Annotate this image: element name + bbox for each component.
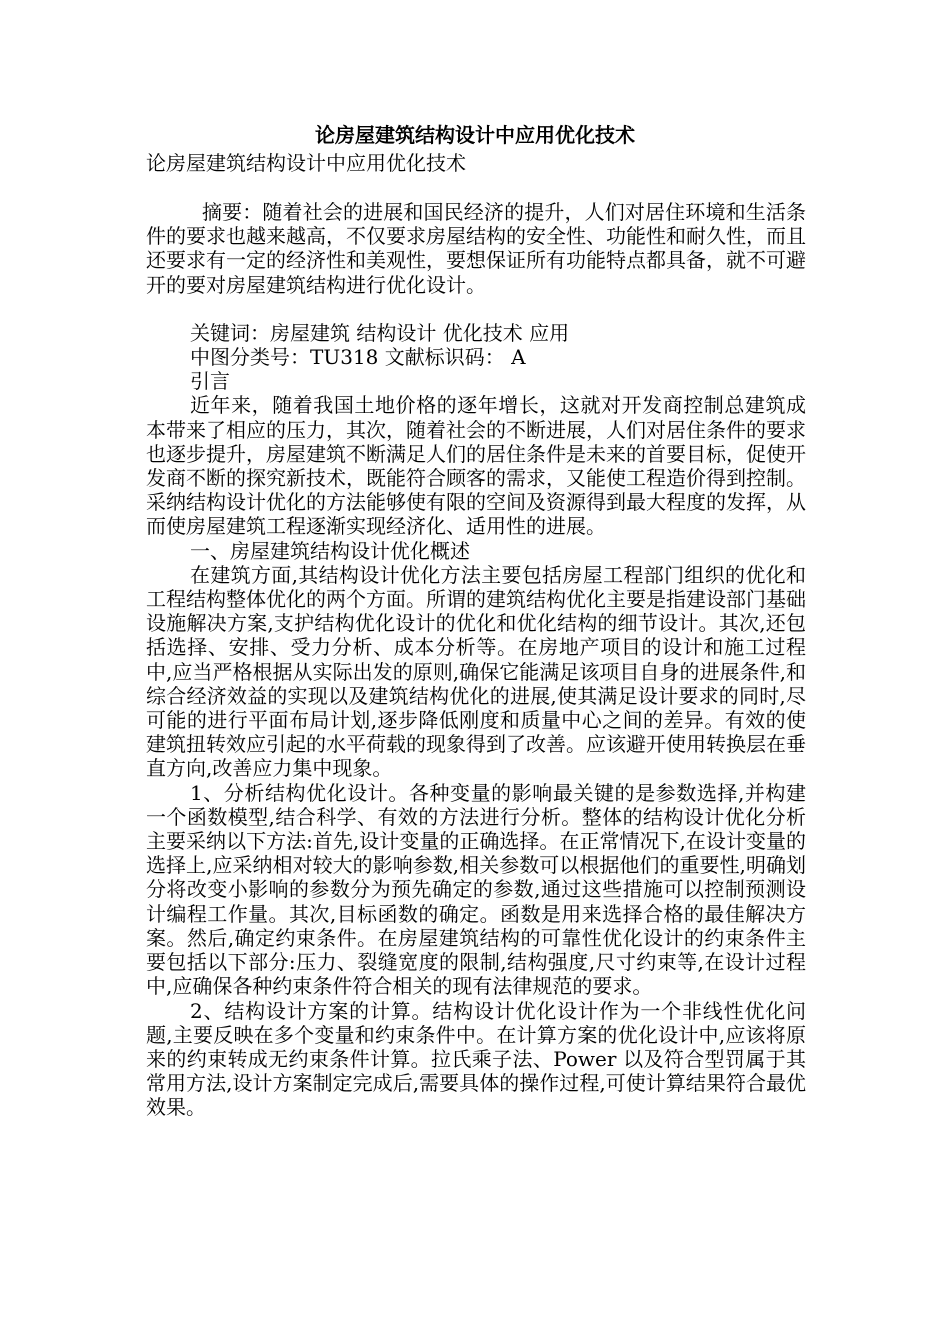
paragraph-spacer: [146, 297, 806, 321]
item-paragraph-design-calculation: 2、结构设计方案的计算。结构设计优化设计作为一个非线性优化问题,主要反映在多个变量和约束条件中。在计算方案的优化设计中,应该将原来的约束转成无约束条件计算。拉氏乘子法、Power 以及符合型罚属于其常用方法,设计方案制定完成后,需要具体的操作过程,可使计算结果符合最优效果。: [146, 998, 806, 1120]
section-paragraph: 在建筑方面,其结构设计优化方法主要包括房屋工程部门组织的优化和工程结构整体优化的两个方面。所谓的建筑结构优化主要是指建设部门基础设施解决方案,支护结构优化设计的优化和优化结构的细节设计。其次,还包括选择、安排、受力分析、成本分析等。在房地产项目的设计和施工过程中,应当严格根据从实际出发的原则,确保它能满足该项目自身的进展条件,和综合经济效益的实现以及建筑结构优化的进展,使其满足设计要求的同时,尽可能的进行平面布局计划,逐步降低刚度和质量中心之间的差异。有效的使建筑扭转效应引起的水平荷载的现象得到了改善。应该避开使用转换层在垂直方向,改善应力集中现象。: [146, 562, 806, 781]
classification-line: 中图分类号：TU318 文献标识码： A: [190, 345, 526, 370]
document-body: [146, 200, 806, 1120]
document-title: 论房屋建筑结构设计中应用优化技术: [315, 123, 635, 147]
item-paragraph-structure-analysis: 1、分析结构优化设计。各种变量的影响最关键的是参数选择,并构建一个函数模型,结合科学、有效的方法进行分析。整体的结构设计优化分析主要采纳以下方法:首先,设计变量的正确选择。在正常情况下,在设计变量的选择上,应采纳相对较大的影响参数,相关参数可以根据他们的重要性,明确划分将改变小影响的参数分为预先确定的参数,通过这些措施可以控制预测设计编程工作量。其次,目标函数的确定。函数是用来选择合格的最佳解决方案。然后,确定约束条件。在房屋建筑结构的可靠性优化设计的约束条件主要包括以下部分:压力、裂缝宽度的限制,结构强度,尺寸约束等,在设计过程中,应确保各种约束条件符合相关的现有法律规范的要求。: [146, 780, 806, 999]
abstract-paragraph: 摘要：随着社会的进展和国民经济的提升，人们对居住环境和生活条件的要求也越来越高，不仅要求房屋结构的安全性、功能性和耐久性，而且还要求有一定的经济性和美观性，要想保证所有功能特点都具备，就不可避开的要对房屋建筑结构进行优化设计。: [146, 200, 806, 297]
keywords-line: 关键词：房屋建筑 结构设计 优化技术 应用: [190, 320, 570, 345]
document-subtitle: 论房屋建筑结构设计中应用优化技术: [146, 151, 466, 175]
intro-paragraph: 近年来，随着我国土地价格的逐年增长，这就对开发商控制总建筑成本带来了相应的压力，其次，随着社会的不断进展，人们对居住条件的要求也逐步提升，房屋建筑不断满足人们的居住条件是未来的首要目标，促使开发商不断的探究新技术，既能符合顾客的需求，又能使工程造价得到控制。采纳结构设计优化的方法能够使有限的空间及资源得到最大程度的发挥，从而使房屋建筑工程逐渐实现经济化、适用性的进展。: [146, 393, 806, 539]
section-heading: 一、房屋建筑结构设计优化概述: [190, 538, 470, 563]
intro-heading: 引言: [190, 369, 230, 394]
